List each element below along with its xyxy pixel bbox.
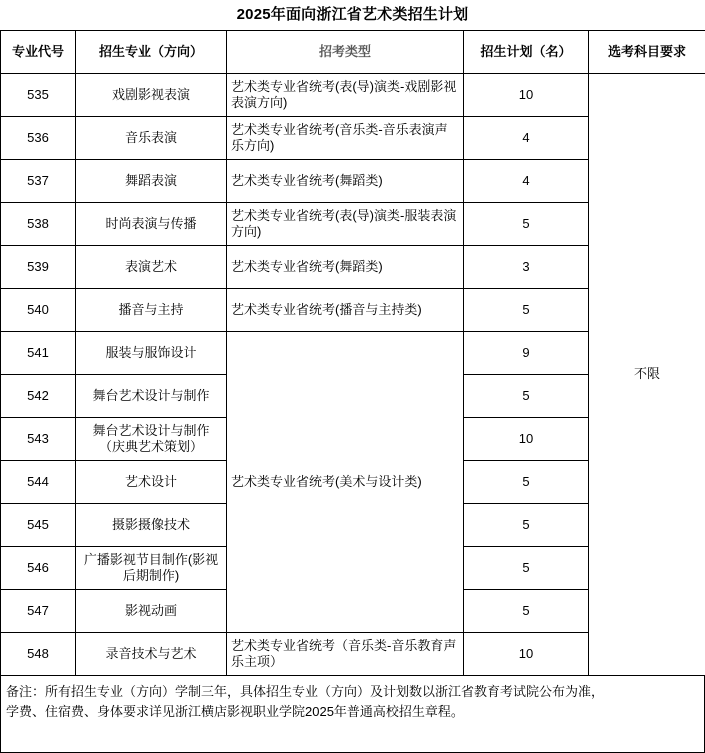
cell-type: 艺术类专业省统考（音乐类-音乐教育声乐主项） bbox=[227, 633, 464, 676]
cell-type: 艺术类专业省统考(舞蹈类) bbox=[227, 160, 464, 203]
cell-code: 541 bbox=[1, 332, 76, 375]
cell-major: 录音技术与艺术 bbox=[76, 633, 227, 676]
column-header-type: 招考类型 bbox=[227, 31, 464, 74]
footer-note-line-1: 备注：所有招生专业（方向）学制三年，具体招生专业（方向）及计划数以浙江省教育考试院公布为准， bbox=[6, 684, 605, 699]
cell-code: 548 bbox=[1, 633, 76, 676]
cell-code: 547 bbox=[1, 590, 76, 633]
cell-quota: 5 bbox=[464, 461, 589, 504]
cell-quota: 5 bbox=[464, 375, 589, 418]
table-row bbox=[1, 74, 705, 117]
cell-code: 544 bbox=[1, 461, 76, 504]
column-header-quota: 招生计划（名） bbox=[464, 31, 589, 74]
cell-code: 536 bbox=[1, 117, 76, 160]
footer-note-line-2: 学费、住宿费、身体要求详见浙江横店影视职业学院2025年普通高校招生章程。 bbox=[6, 704, 464, 720]
cell-major: 艺术设计 bbox=[76, 461, 227, 504]
cell-quota: 5 bbox=[464, 203, 589, 246]
cell-code: 543 bbox=[1, 418, 76, 461]
cell-subject-merged: 不限 bbox=[589, 74, 705, 676]
cell-quota: 5 bbox=[464, 590, 589, 633]
cell-code: 542 bbox=[1, 375, 76, 418]
cell-major: 舞蹈表演 bbox=[76, 160, 227, 203]
cell-major: 舞台艺术设计与制作（庆典艺术策划） bbox=[76, 418, 227, 461]
column-header-subject: 选考科目要求 bbox=[589, 31, 705, 74]
cell-code: 546 bbox=[1, 547, 76, 590]
cell-quota: 10 bbox=[464, 74, 589, 117]
cell-code: 538 bbox=[1, 203, 76, 246]
cell-quota: 9 bbox=[464, 332, 589, 375]
table-header bbox=[1, 31, 705, 74]
header-row bbox=[1, 31, 705, 74]
cell-major: 戏剧影视表演 bbox=[76, 74, 227, 117]
page-title: 2025年面向浙江省艺术类招生计划 bbox=[236, 6, 469, 23]
footer-note bbox=[0, 676, 705, 753]
cell-major: 表演艺术 bbox=[76, 246, 227, 289]
cell-major: 音乐表演 bbox=[76, 117, 227, 160]
cell-major: 广播影视节目制作(影视后期制作) bbox=[76, 547, 227, 590]
cell-quota: 3 bbox=[464, 246, 589, 289]
cell-quota: 5 bbox=[464, 289, 589, 332]
cell-code: 545 bbox=[1, 504, 76, 547]
cell-major: 时尚表演与传播 bbox=[76, 203, 227, 246]
cell-type: 艺术类专业省统考(表(导)演类-服装表演方向) bbox=[227, 203, 464, 246]
column-header-code: 专业代号 bbox=[1, 31, 76, 74]
cell-type: 艺术类专业省统考(播音与主持类) bbox=[227, 289, 464, 332]
cell-quota: 10 bbox=[464, 418, 589, 461]
cell-type: 艺术类专业省统考(舞蹈类) bbox=[227, 246, 464, 289]
cell-major: 影视动画 bbox=[76, 590, 227, 633]
cell-quota: 10 bbox=[464, 633, 589, 676]
cell-quota: 5 bbox=[464, 547, 589, 590]
cell-code: 537 bbox=[1, 160, 76, 203]
cell-quota: 4 bbox=[464, 117, 589, 160]
cell-major: 舞台艺术设计与制作 bbox=[76, 375, 227, 418]
cell-major: 服装与服饰设计 bbox=[76, 332, 227, 375]
admission-plan-table bbox=[0, 30, 705, 676]
cell-code: 540 bbox=[1, 289, 76, 332]
table-body bbox=[1, 74, 705, 676]
cell-major: 摄影摄像技术 bbox=[76, 504, 227, 547]
cell-quota: 5 bbox=[464, 504, 589, 547]
cell-type-merged: 艺术类专业省统考(美术与设计类) bbox=[227, 332, 464, 633]
column-header-major: 招生专业（方向） bbox=[76, 31, 227, 74]
cell-code: 539 bbox=[1, 246, 76, 289]
cell-type: 艺术类专业省统考(音乐类-音乐表演声乐方向) bbox=[227, 117, 464, 160]
cell-type: 艺术类专业省统考(表(导)演类-戏剧影视表演方向) bbox=[227, 74, 464, 117]
cell-code: 535 bbox=[1, 74, 76, 117]
cell-quota: 4 bbox=[464, 160, 589, 203]
cell-major: 播音与主持 bbox=[76, 289, 227, 332]
